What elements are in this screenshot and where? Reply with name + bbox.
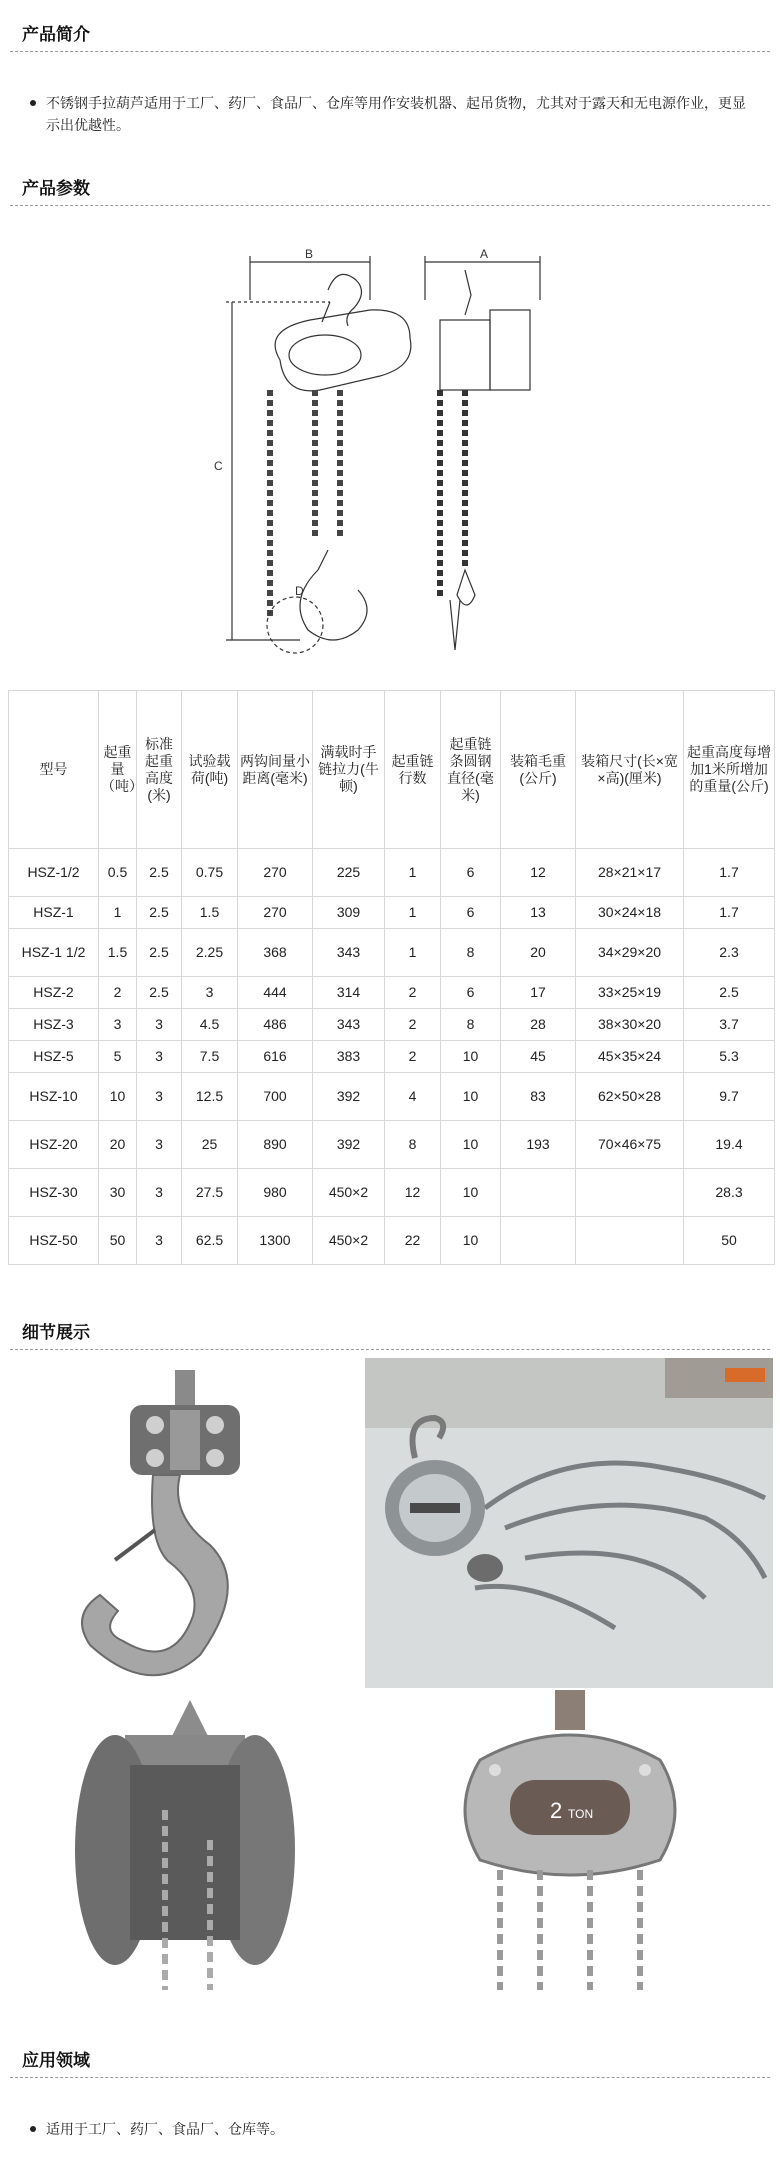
table-cell: 28×21×17 xyxy=(576,849,684,897)
table-cell: 2.5 xyxy=(137,897,182,929)
table-cell: 392 xyxy=(313,1121,385,1169)
table-cell: 1 xyxy=(385,897,441,929)
table-cell: 3 xyxy=(137,1169,182,1217)
dim-label-b: B xyxy=(305,247,314,261)
table-row xyxy=(9,1121,775,1169)
table-cell: HSZ-3 xyxy=(9,1009,99,1041)
table-cell: 392 xyxy=(313,1073,385,1121)
table-cell: 1.7 xyxy=(684,897,775,929)
section-title-application: 应用领域 xyxy=(10,2048,770,2078)
table-cell: 450×2 xyxy=(313,1217,385,1265)
col-header: 标准起重高度(米) xyxy=(137,691,182,849)
table-cell: 1 xyxy=(385,849,441,897)
table-cell: 309 xyxy=(313,897,385,929)
table-cell: 270 xyxy=(238,849,313,897)
table-cell: 70×46×75 xyxy=(576,1121,684,1169)
hoist-side-photo xyxy=(70,1690,310,1990)
table-cell: 12 xyxy=(385,1169,441,1217)
table-row xyxy=(9,1041,775,1073)
table-cell: HSZ-50 xyxy=(9,1217,99,1265)
ton-number: 2 xyxy=(550,1798,563,1823)
table-cell: 22 xyxy=(385,1217,441,1265)
spec-table-header-row xyxy=(9,691,775,849)
table-row xyxy=(9,849,775,897)
table-cell: 616 xyxy=(238,1041,313,1073)
table-cell: 2 xyxy=(385,1009,441,1041)
table-cell: 20 xyxy=(99,1121,137,1169)
table-cell: 10 xyxy=(441,1169,501,1217)
table-cell: 343 xyxy=(313,929,385,977)
table-cell: 34×29×20 xyxy=(576,929,684,977)
table-cell: 28 xyxy=(501,1009,576,1041)
table-cell: 62.5 xyxy=(182,1217,238,1265)
dim-label-c: C xyxy=(214,459,223,473)
table-cell: 10 xyxy=(441,1041,501,1073)
table-row xyxy=(9,1073,775,1121)
table-row xyxy=(9,897,775,929)
dim-label-d: D xyxy=(295,584,304,598)
col-header: 起重量（吨） xyxy=(99,691,137,849)
table-cell: 700 xyxy=(238,1073,313,1121)
table-cell: 450×2 xyxy=(313,1169,385,1217)
table-cell: HSZ-10 xyxy=(9,1073,99,1121)
table-cell: 3 xyxy=(137,1073,182,1121)
table-cell: HSZ-1 1/2 xyxy=(9,929,99,977)
table-cell: 2.25 xyxy=(182,929,238,977)
section-title-params: 产品参数 xyxy=(10,176,770,206)
section-title-intro: 产品简介 xyxy=(10,22,770,52)
table-row xyxy=(9,1009,775,1041)
table-cell: HSZ-2 xyxy=(9,977,99,1009)
table-cell: HSZ-20 xyxy=(9,1121,99,1169)
table-cell: 3 xyxy=(137,1121,182,1169)
table-cell: 2.5 xyxy=(137,849,182,897)
table-cell: 62×50×28 xyxy=(576,1073,684,1121)
table-cell xyxy=(576,1217,684,1265)
table-cell: 45 xyxy=(501,1041,576,1073)
table-cell: 3 xyxy=(137,1041,182,1073)
table-row xyxy=(9,1169,775,1217)
table-cell: 25 xyxy=(182,1121,238,1169)
table-cell: 3 xyxy=(182,977,238,1009)
table-cell: 0.5 xyxy=(99,849,137,897)
table-cell: 33×25×19 xyxy=(576,977,684,1009)
hook-closeup-photo xyxy=(75,1370,295,1700)
section-title-detail: 细节展示 xyxy=(10,1320,770,1350)
table-cell: 1.5 xyxy=(182,897,238,929)
col-header: 起重高度每增加1米所增加的重量(公斤) xyxy=(684,691,775,849)
table-cell: 8 xyxy=(441,1009,501,1041)
ton-unit: TON xyxy=(568,1807,594,1821)
table-cell: 8 xyxy=(441,929,501,977)
col-header: 型号 xyxy=(9,691,99,849)
table-cell: HSZ-1 xyxy=(9,897,99,929)
spec-table xyxy=(8,690,775,1265)
table-cell: 17 xyxy=(501,977,576,1009)
col-header: 装箱毛重(公斤) xyxy=(501,691,576,849)
table-cell: 6 xyxy=(441,897,501,929)
table-cell: 4.5 xyxy=(182,1009,238,1041)
table-cell: 10 xyxy=(441,1121,501,1169)
table-cell: 2.5 xyxy=(684,977,775,1009)
table-cell: 1.7 xyxy=(684,849,775,897)
table-row xyxy=(9,929,775,977)
table-cell: 5.3 xyxy=(684,1041,775,1073)
table-cell: 12 xyxy=(501,849,576,897)
application-bullet: 适用于工厂、药厂、食品厂、仓库等。 xyxy=(28,2118,758,2140)
intro-bullet: 不锈钢手拉葫芦适用于工厂、药厂、食品厂、仓库等用作安装机器、起吊货物，尤其对于露天和无电源作业，更显示出优越性。 xyxy=(28,92,758,136)
table-cell: 10 xyxy=(99,1073,137,1121)
table-cell: 2.5 xyxy=(137,929,182,977)
table-row xyxy=(9,977,775,1009)
table-cell: 9.7 xyxy=(684,1073,775,1121)
table-cell: 50 xyxy=(99,1217,137,1265)
table-cell: 38×30×20 xyxy=(576,1009,684,1041)
table-cell: 343 xyxy=(313,1009,385,1041)
table-cell: 4 xyxy=(385,1073,441,1121)
table-cell: 30×24×18 xyxy=(576,897,684,929)
table-cell: 314 xyxy=(313,977,385,1009)
table-cell xyxy=(576,1169,684,1217)
table-cell: HSZ-1/2 xyxy=(9,849,99,897)
table-cell: 890 xyxy=(238,1121,313,1169)
col-header: 起重链行数 xyxy=(385,691,441,849)
table-cell: 5 xyxy=(99,1041,137,1073)
table-cell: 2 xyxy=(99,977,137,1009)
dim-label-a: A xyxy=(480,247,489,261)
table-cell: 270 xyxy=(238,897,313,929)
table-cell: 1300 xyxy=(238,1217,313,1265)
table-cell: 30 xyxy=(99,1169,137,1217)
table-cell: 10 xyxy=(441,1217,501,1265)
hoist-floor-photo xyxy=(365,1358,773,1688)
table-cell: 1.5 xyxy=(99,929,137,977)
table-cell: 6 xyxy=(441,977,501,1009)
table-cell: 2.5 xyxy=(137,977,182,1009)
table-cell: 383 xyxy=(313,1041,385,1073)
table-cell: 225 xyxy=(313,849,385,897)
table-cell: 3 xyxy=(99,1009,137,1041)
col-header: 试验载荷(吨) xyxy=(182,691,238,849)
col-header: 起重链条圆钢直径(毫米) xyxy=(441,691,501,849)
table-cell: 7.5 xyxy=(182,1041,238,1073)
table-cell xyxy=(501,1217,576,1265)
table-cell: 486 xyxy=(238,1009,313,1041)
table-cell: 6 xyxy=(441,849,501,897)
table-cell: 368 xyxy=(238,929,313,977)
table-cell: 3.7 xyxy=(684,1009,775,1041)
table-row xyxy=(9,1217,775,1265)
table-cell: 83 xyxy=(501,1073,576,1121)
table-cell: 20 xyxy=(501,929,576,977)
table-cell: 50 xyxy=(684,1217,775,1265)
table-cell: 8 xyxy=(385,1121,441,1169)
table-cell: 1 xyxy=(385,929,441,977)
hoist-dimension-diagram xyxy=(210,240,580,660)
table-cell: 10 xyxy=(441,1073,501,1121)
table-cell: 2 xyxy=(385,977,441,1009)
table-cell: 980 xyxy=(238,1169,313,1217)
table-cell: 45×35×24 xyxy=(576,1041,684,1073)
table-cell: 13 xyxy=(501,897,576,929)
col-header: 满载时手链拉力(牛顿) xyxy=(313,691,385,849)
table-cell: 193 xyxy=(501,1121,576,1169)
table-cell: 2.3 xyxy=(684,929,775,977)
table-cell: 3 xyxy=(137,1217,182,1265)
table-cell xyxy=(501,1169,576,1217)
table-cell: HSZ-5 xyxy=(9,1041,99,1073)
col-header: 两钩间量小距离(毫米) xyxy=(238,691,313,849)
table-cell: 19.4 xyxy=(684,1121,775,1169)
table-cell: 28.3 xyxy=(684,1169,775,1217)
table-cell: 27.5 xyxy=(182,1169,238,1217)
table-cell: 1 xyxy=(99,897,137,929)
col-header: 装箱尺寸(长×宽×高)(厘米) xyxy=(576,691,684,849)
table-cell: 444 xyxy=(238,977,313,1009)
table-cell: 2 xyxy=(385,1041,441,1073)
hoist-front-photo xyxy=(440,1690,700,1990)
table-cell: HSZ-30 xyxy=(9,1169,99,1217)
table-cell: 0.75 xyxy=(182,849,238,897)
table-cell: 3 xyxy=(137,1009,182,1041)
table-cell: 12.5 xyxy=(182,1073,238,1121)
